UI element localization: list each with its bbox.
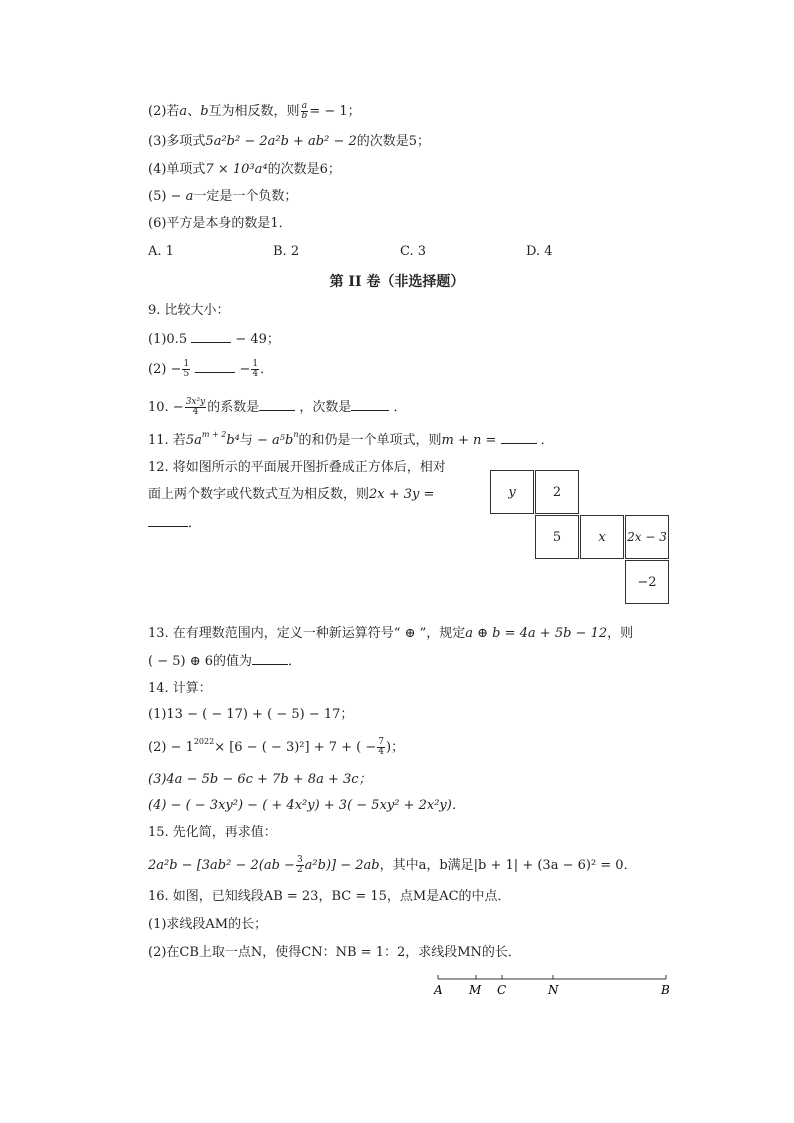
numerator: 7 (378, 737, 384, 747)
var: b (200, 104, 209, 119)
question-9-part-2 (148, 360, 273, 379)
statement-6: (6)平方是本身的数是1． (148, 216, 292, 231)
choice-b: B. 2 (273, 244, 300, 259)
text: = (419, 487, 435, 502)
text: (2) − (148, 362, 182, 377)
denominator: 2 (296, 865, 303, 875)
text: 面上两个数字或代数式互为相反数，则 (148, 487, 370, 502)
question-13-line-2 (148, 652, 301, 671)
text: ，则 (607, 626, 634, 641)
fraction (377, 738, 385, 757)
fraction (301, 102, 309, 121)
denominator: b (301, 111, 308, 121)
text: ． (540, 433, 554, 448)
var: a (185, 189, 194, 204)
text: )； (386, 740, 405, 755)
point-label-b: B (661, 983, 670, 997)
question-14-part-3: (3)4a − 5b − 6c + 7b + 8a + 3c； (148, 772, 372, 787)
question-9-part-1 (148, 330, 280, 349)
text: 13. 在有理数范围内，定义一种新运算符号“ ⊕ ”，规定 (148, 626, 466, 641)
numerator: 1 (252, 359, 259, 369)
point-label-n: N (548, 983, 559, 997)
question-14-part-2 (148, 738, 404, 757)
text: 的系数是 (207, 400, 260, 415)
expression: 5a²b² − 2a²b + ab² − 2 (205, 134, 357, 149)
answer-blank[interactable] (259, 398, 295, 411)
text: (3)多项式 (148, 134, 206, 149)
statement-5 (148, 188, 297, 206)
exponent: m + 2 (201, 429, 227, 439)
statement-2 (148, 102, 361, 121)
text: ． (188, 516, 202, 531)
answer-blank[interactable] (148, 514, 188, 527)
denominator: 4 (378, 747, 384, 757)
text: (4)单项式 (148, 162, 206, 177)
denominator: 4 (252, 369, 259, 379)
question-9-stem: 9. 比较大小： (148, 303, 230, 318)
answer-blank[interactable] (351, 398, 389, 411)
text: (2)若 (148, 104, 180, 119)
expression: m + n (441, 433, 482, 448)
text: 11. 若 (148, 433, 186, 448)
text: 的次数是5； (356, 134, 431, 149)
question-13-line-1 (148, 625, 633, 643)
text: ，其中a，b满足|b + 1| + (3a − 6)² = 0． (379, 858, 637, 873)
statement-3 (148, 133, 430, 151)
question-14-part-4: (4) − ( − 3xy²) − ( + 4x²y) + 3( − 5xy² + 2x²y)． (148, 798, 465, 813)
statement-4 (148, 161, 341, 179)
text: 的和仍是一个单项式，则 (298, 433, 442, 448)
text: (2) − 1 (148, 740, 194, 755)
numerator: 3x²y (185, 397, 206, 407)
text: − 49； (231, 332, 280, 347)
denominator: 5 (183, 369, 190, 379)
text: ( − 5) ⊕ 6的值为 (148, 654, 253, 669)
line-segment-figure (432, 972, 672, 998)
text: 10. − (148, 400, 184, 415)
cube-net-figure (490, 470, 672, 606)
text: 一定是一个负数； (193, 189, 298, 204)
expression: 7 × 10³a⁴ (205, 162, 268, 177)
numerator: 1 (183, 359, 190, 369)
numerator: 3 (296, 855, 303, 865)
point-label-a: A (434, 983, 443, 997)
net-cell: 5 (535, 515, 579, 559)
text: ． (393, 400, 407, 415)
question-15-stem: 15. 先化简，再求值： (148, 825, 277, 840)
question-12-line-1: 12. 将如图所示的平面展开图折叠成正方体后，相对 (148, 460, 446, 475)
choice-c: C. 3 (400, 244, 427, 259)
expression: − a⁵b (252, 433, 294, 448)
question-11 (148, 431, 554, 450)
text: ，次数是 (299, 400, 352, 415)
point-label-c: C (497, 983, 507, 997)
expression: 2a²b − [3ab² − 2(ab − (148, 858, 295, 873)
fraction (182, 360, 190, 379)
question-16-part-1: (1)求线段AM的长； (148, 917, 268, 932)
question-16-part-2: (2)在CB上取一点N，使得CN：NB = 1：2，求线段MN的长． (148, 945, 521, 960)
text: = (481, 433, 501, 448)
exponent: 2022 (193, 736, 215, 746)
question-12-line-2 (148, 486, 434, 504)
point-label-m: M (469, 983, 482, 997)
answer-blank[interactable] (191, 330, 231, 343)
net-cell: 2x − 3 (625, 515, 669, 559)
net-cell: −2 (625, 560, 669, 604)
numerator: a (301, 101, 308, 111)
question-10 (148, 398, 407, 417)
text: ． (288, 654, 302, 669)
expression: 5a (185, 433, 202, 448)
text: − (235, 362, 251, 377)
answer-blank[interactable] (195, 360, 235, 373)
text: 互为相反数，则 (208, 104, 300, 119)
text: × [6 − ( − 3)²] + 7 + ( − (214, 740, 377, 755)
text: 与 (239, 433, 253, 448)
text: ． (260, 362, 274, 377)
question-14-part-1: (1)13 − ( − 17) + ( − 5) − 17； (148, 707, 354, 722)
question-15-expression (148, 856, 637, 875)
text: 、 (187, 104, 201, 119)
text: (1)0.5 (148, 332, 188, 347)
net-cell: 2 (535, 470, 579, 514)
denominator: 4 (192, 407, 199, 417)
question-14-stem: 14. 计算： (148, 681, 212, 696)
answer-blank[interactable] (501, 431, 537, 444)
fraction (185, 398, 207, 417)
expression: 2x + 3y (369, 487, 420, 502)
fraction (251, 360, 259, 379)
var: a (179, 104, 188, 119)
section-heading: 第 II 卷（非选择题） (329, 274, 465, 290)
text: 的次数是6； (267, 162, 341, 177)
fraction (296, 856, 304, 875)
exponent: n (293, 429, 299, 439)
text: = − 1； (309, 104, 361, 119)
net-cell: y (490, 470, 534, 514)
answer-blank[interactable] (252, 652, 288, 665)
expression: a ⊕ b = 4a + 5b − 12 (465, 626, 608, 641)
choice-a: A. 1 (148, 244, 174, 259)
text: (5) − (148, 189, 186, 204)
choice-d: D. 4 (526, 244, 553, 259)
question-12-line-3 (148, 514, 201, 533)
expression: b⁴ (226, 433, 240, 448)
question-16-stem: 16. 如图，已知线段AB = 23，BC = 15，点M是AC的中点． (148, 889, 511, 904)
expression: a²b)] − 2ab (304, 858, 380, 873)
net-cell: x (580, 515, 624, 559)
